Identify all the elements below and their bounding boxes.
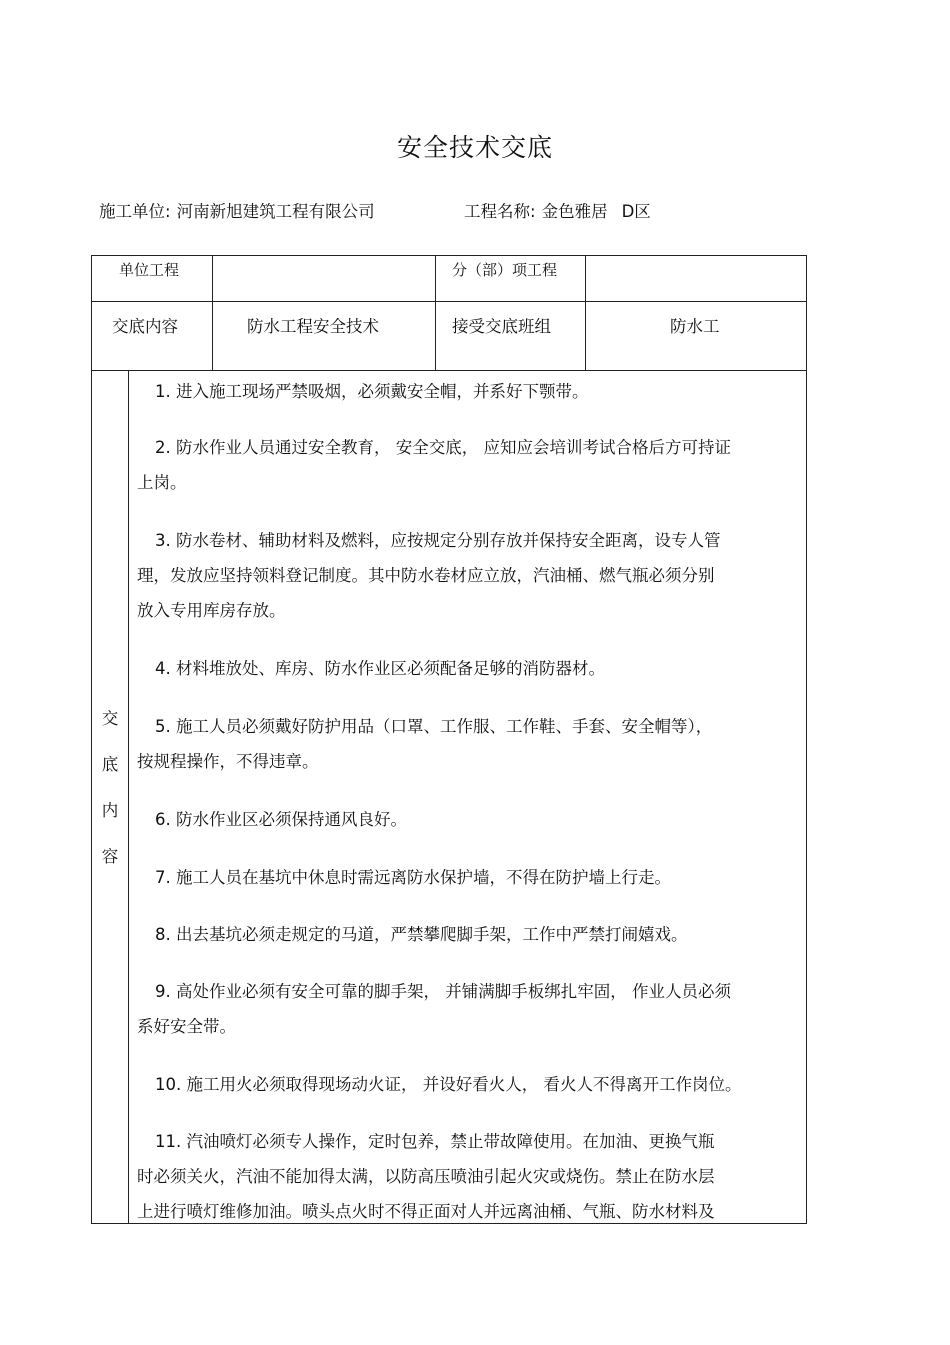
item-line: 8. 出去基坑必须走规定的马道，严禁攀爬脚手架，工作中严禁打闹嬉戏。 bbox=[155, 925, 688, 944]
column-divider bbox=[128, 370, 129, 1224]
item-line: 3. 防水卷材、辅助材料及燃料，应按规定分别存放并保持安全距离，设专人管 bbox=[155, 531, 721, 550]
item-2 bbox=[137, 430, 802, 500]
construction-unit-value: 河南新旭建筑工程有限公司 bbox=[176, 202, 375, 221]
document-title: 安全技术交底 bbox=[396, 133, 553, 162]
side-label-char: 内 bbox=[101, 801, 119, 820]
item-line: 10. 施工用火必须取得现场动火证， 并设好看火人， 看火人不得离开工作岗位。 bbox=[155, 1075, 742, 1094]
project-name-value: 金色雅居 bbox=[541, 202, 608, 221]
side-label-char: 交 bbox=[101, 709, 119, 728]
item-line: 2. 防水作业人员通过安全教育， 安全交底， 应知应会培训考试合格后方可持证 bbox=[155, 438, 731, 457]
item-line: 1. 进入施工现场严禁吸烟，必须戴安全帽，并系好下颚带。 bbox=[155, 382, 589, 401]
team-label: 接受交底班组 bbox=[452, 317, 551, 336]
disclosure-table bbox=[91, 255, 807, 1224]
side-label bbox=[92, 696, 128, 880]
item-3 bbox=[137, 523, 802, 628]
item-10 bbox=[137, 1067, 802, 1102]
project-zone: D区 bbox=[621, 202, 651, 221]
content-label: 交底内容 bbox=[112, 317, 178, 336]
item-line: 放入专用库房存放。 bbox=[137, 601, 286, 620]
item-line: 7. 施工人员在基坑中休息时需远离防水保护墙，不得在防护墙上行走。 bbox=[155, 868, 671, 887]
item-line: 11. 汽油喷灯必须专人操作，定时包养，禁止带故障使用。在加油、更换气瓶 bbox=[155, 1132, 715, 1151]
row-divider bbox=[92, 301, 806, 302]
column-divider bbox=[435, 256, 436, 370]
item-4 bbox=[137, 651, 802, 686]
construction-unit bbox=[99, 198, 375, 222]
item-line: 系好安全带。 bbox=[137, 1017, 236, 1036]
item-line: 上进行喷灯维修加油。喷头点火时不得正面对人并远离油桶、气瓶、防水材料及 bbox=[137, 1202, 715, 1221]
item-line: 理，发放应坚持领料登记制度。其中防水卷材应立放，汽油桶、燃气瓶必须分别 bbox=[137, 566, 715, 585]
column-divider bbox=[212, 256, 213, 370]
row-divider bbox=[92, 370, 806, 371]
item-8 bbox=[137, 917, 802, 952]
content-value: 防水工程安全技术 bbox=[247, 317, 379, 336]
item-1 bbox=[137, 374, 802, 409]
item-11 bbox=[137, 1124, 802, 1229]
project-name-label: 工程名称: bbox=[464, 202, 536, 221]
column-divider bbox=[585, 256, 586, 370]
item-line: 4. 材料堆放处、库房、防水作业区必须配备足够的消防器材。 bbox=[155, 659, 605, 678]
item-line: 5. 施工人员必须戴好防护用品（口罩、工作服、工作鞋、手套、安全帽等）， bbox=[155, 717, 713, 736]
item-5 bbox=[137, 709, 802, 779]
side-label-char: 底 bbox=[101, 755, 119, 774]
side-label-char: 容 bbox=[101, 847, 119, 866]
unit-project-label: 单位工程 bbox=[119, 261, 180, 279]
item-6 bbox=[137, 802, 802, 837]
item-line: 9. 高处作业必须有安全可靠的脚手架， 并铺满脚手板绑扎牢固， 作业人员必须 bbox=[155, 982, 731, 1001]
construction-unit-label: 施工单位: bbox=[99, 202, 171, 221]
item-line: 时必须关火，汽油不能加得太满，以防高压喷油引起火灾或烧伤。禁止在防水层 bbox=[137, 1167, 715, 1186]
item-7 bbox=[137, 860, 802, 895]
item-line: 按规程操作，不得违章。 bbox=[137, 752, 319, 771]
subproject-label: 分（部）项工程 bbox=[452, 261, 558, 279]
item-line: 6. 防水作业区必须保持通风良好。 bbox=[155, 810, 407, 829]
team-value: 防水工 bbox=[670, 317, 720, 336]
project-name bbox=[464, 198, 651, 222]
item-line: 上岗。 bbox=[137, 473, 187, 492]
item-9 bbox=[137, 974, 802, 1044]
